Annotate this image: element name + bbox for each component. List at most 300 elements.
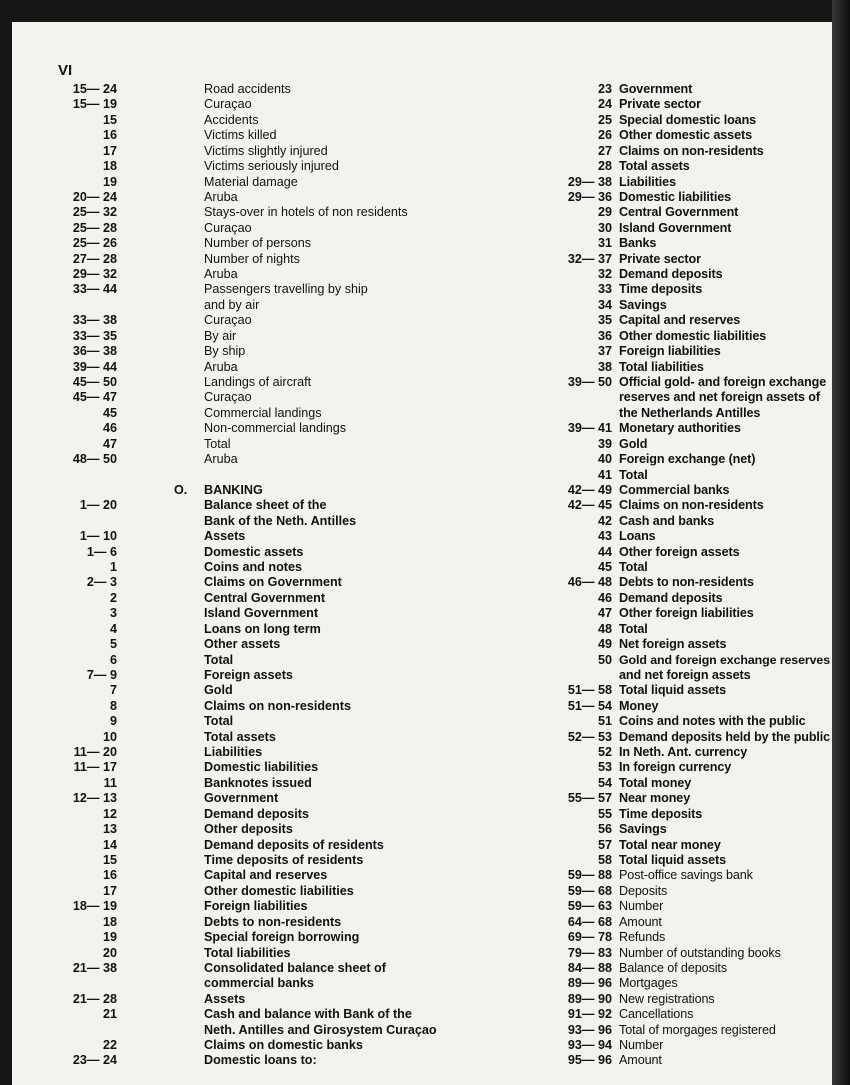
toc-label: Aruba bbox=[204, 452, 238, 467]
toc-label: Domestic loans to: bbox=[204, 1053, 317, 1068]
toc-label: Capital and reserves bbox=[204, 868, 328, 883]
toc-range: 1 bbox=[109, 560, 117, 575]
toc-label: Material damage bbox=[204, 174, 298, 189]
toc-label: Amount bbox=[619, 1053, 662, 1068]
toc-range: 14 bbox=[102, 837, 117, 852]
toc-label: Total liquid assets bbox=[619, 853, 727, 867]
toc-label: Cash and banks bbox=[619, 513, 715, 528]
toc-label: By ship bbox=[204, 344, 246, 359]
toc-row bbox=[12, 282, 832, 297]
toc-range: 95— 96 bbox=[567, 1053, 612, 1068]
toc-row bbox=[12, 653, 832, 668]
toc-row bbox=[12, 360, 832, 375]
toc-label: Curaçao bbox=[204, 390, 252, 405]
toc-label: Demand deposits bbox=[619, 590, 723, 605]
toc-row bbox=[12, 144, 832, 159]
toc-range: 17 bbox=[102, 883, 117, 898]
toc-label: Neth. Antilles and Girosystem Curaçao bbox=[204, 1022, 437, 1037]
toc-label: Total liabilities bbox=[619, 359, 704, 374]
toc-label: Claims on non-residents bbox=[204, 698, 351, 713]
toc-row bbox=[12, 236, 832, 251]
toc-label: Central Government bbox=[619, 205, 739, 220]
toc-label: Coins and notes with the public bbox=[619, 714, 806, 729]
toc-label: Refunds bbox=[619, 930, 666, 945]
toc-range: 6 bbox=[109, 652, 117, 667]
toc-label: Other domestic assets bbox=[619, 128, 752, 143]
toc-range: 25— 28 bbox=[72, 220, 117, 235]
toc-label: Central Government bbox=[204, 590, 326, 605]
toc-row bbox=[12, 930, 832, 945]
toc-row bbox=[12, 82, 832, 97]
toc-row bbox=[12, 452, 832, 467]
toc-range: 47 bbox=[102, 436, 117, 451]
toc-label: Non-commercial landings bbox=[204, 421, 347, 436]
toc-range: 35 bbox=[597, 313, 612, 328]
toc-label: Total bbox=[619, 560, 648, 575]
toc-label: Other domestic liabilities bbox=[204, 883, 354, 898]
toc-label: Domestic liabilities bbox=[619, 189, 732, 204]
toc-label: Domestic liabilities bbox=[204, 760, 319, 775]
toc-range: 9 bbox=[109, 714, 117, 729]
toc-range: 48— 50 bbox=[72, 452, 117, 467]
toc-label: Near money bbox=[619, 791, 691, 806]
toc-range: 55 bbox=[597, 806, 612, 821]
toc-label: Aruba bbox=[204, 267, 238, 282]
toc-row bbox=[12, 267, 832, 282]
toc-range: 22 bbox=[102, 1038, 117, 1053]
toc-label: Government bbox=[619, 82, 693, 96]
toc-label: the Netherlands Antilles bbox=[619, 405, 761, 420]
toc-range: 33— 44 bbox=[72, 282, 117, 297]
toc-label: Other foreign liabilities bbox=[619, 606, 754, 621]
toc-row bbox=[12, 915, 832, 930]
toc-row bbox=[12, 560, 832, 575]
toc-label: Foreign exchange (net) bbox=[619, 452, 756, 467]
toc-label: Total liabilities bbox=[204, 945, 291, 960]
toc-range: 39— 50 bbox=[567, 374, 612, 389]
toc-label: Total near money bbox=[619, 837, 721, 852]
toc-label: Special foreign borrowing bbox=[204, 930, 360, 945]
toc-row bbox=[12, 159, 832, 174]
toc-label: Claims on domestic banks bbox=[204, 1038, 363, 1053]
toc-range: 46 bbox=[102, 421, 117, 436]
toc-range: 16 bbox=[102, 128, 117, 143]
toc-range: 42— 49 bbox=[567, 482, 612, 497]
toc-range: 28 bbox=[597, 159, 612, 174]
toc-label: Coins and notes bbox=[204, 560, 302, 575]
page-number: VI bbox=[58, 62, 73, 79]
toc-label: Number of persons bbox=[204, 236, 312, 251]
toc-range: 19 bbox=[102, 174, 117, 189]
toc-range: 4 bbox=[109, 621, 117, 636]
toc-range: 21— 38 bbox=[72, 960, 117, 975]
toc-label: Time deposits bbox=[619, 282, 703, 297]
toc-row bbox=[12, 899, 832, 914]
toc-label: and net foreign assets bbox=[619, 667, 751, 682]
toc-row bbox=[12, 853, 832, 868]
toc-label: Total money bbox=[619, 775, 692, 790]
toc-label: Victims slightly injured bbox=[204, 143, 328, 158]
toc-range: 25— 26 bbox=[72, 236, 117, 251]
toc-row bbox=[12, 252, 832, 267]
toc-label: Claims on non-residents bbox=[619, 143, 764, 158]
toc-range: 57 bbox=[597, 837, 612, 852]
toc-label: Domestic assets bbox=[204, 544, 304, 559]
toc-row bbox=[12, 344, 832, 359]
toc-row bbox=[12, 205, 832, 220]
toc-range: 30 bbox=[597, 220, 612, 235]
toc-row bbox=[12, 1023, 832, 1038]
toc-label: Total bbox=[204, 436, 231, 451]
toc-range: 42— 45 bbox=[567, 498, 612, 513]
toc-range: 45 bbox=[597, 560, 612, 575]
toc-label: Island Government bbox=[619, 220, 732, 235]
toc-label: Gold bbox=[204, 683, 233, 698]
toc-range: 40 bbox=[597, 452, 612, 467]
toc-label: Demand deposits bbox=[204, 806, 309, 821]
toc-range: 19 bbox=[102, 930, 117, 945]
toc-range: 79— 83 bbox=[567, 945, 612, 960]
toc-range: 84— 88 bbox=[567, 960, 612, 975]
toc-range: 36 bbox=[597, 328, 612, 343]
toc-label: In foreign currency bbox=[619, 760, 732, 775]
toc-range: 39— 44 bbox=[72, 359, 117, 374]
toc-row bbox=[12, 868, 832, 883]
book-spine-shadow bbox=[832, 0, 850, 1085]
toc-range: 46 bbox=[597, 590, 612, 605]
toc-row bbox=[12, 421, 832, 436]
toc-label: Number of outstanding books bbox=[619, 945, 781, 960]
toc-label: Curaçao bbox=[204, 220, 252, 235]
toc-range: 39 bbox=[597, 436, 612, 451]
toc-row bbox=[12, 822, 832, 837]
toc-label: Mortgages bbox=[619, 976, 678, 991]
toc-row bbox=[12, 175, 832, 190]
toc-range: 93— 94 bbox=[567, 1038, 612, 1053]
toc-label: Commercial landings bbox=[204, 405, 322, 420]
toc-row bbox=[12, 992, 832, 1007]
toc-label: Loans on long term bbox=[204, 621, 321, 636]
toc-range: 29— 38 bbox=[567, 174, 612, 189]
toc-label: Time deposits of residents bbox=[204, 853, 364, 867]
toc-label: commercial banks bbox=[204, 976, 314, 991]
document-page bbox=[12, 22, 832, 1085]
toc-label: Total of morgages registered bbox=[619, 1022, 776, 1037]
toc-range: 12— 13 bbox=[72, 791, 117, 806]
toc-range: 45— 50 bbox=[72, 374, 117, 389]
toc-range: 45 bbox=[102, 405, 117, 420]
toc-label: Total bbox=[619, 621, 648, 636]
toc-range: 18 bbox=[102, 159, 117, 174]
toc-label: Curaçao bbox=[204, 313, 252, 328]
toc-label: Commercial banks bbox=[619, 482, 730, 497]
toc-label: and by air bbox=[204, 297, 260, 312]
toc-row bbox=[12, 1007, 832, 1022]
toc-range: 15 bbox=[102, 853, 117, 867]
toc-label: Assets bbox=[204, 529, 246, 544]
toc-range: 25— 32 bbox=[72, 205, 117, 220]
toc-label: Capital and reserves bbox=[619, 313, 741, 328]
toc-row bbox=[12, 683, 832, 698]
toc-range: 20— 24 bbox=[72, 189, 117, 204]
toc-range: 50 bbox=[597, 652, 612, 667]
toc-row bbox=[12, 760, 832, 775]
toc-label: Claims on Government bbox=[204, 575, 342, 590]
toc-row bbox=[12, 298, 832, 313]
toc-label: reserves and net foreign assets of bbox=[619, 390, 820, 405]
toc-range: 32 bbox=[597, 267, 612, 282]
toc-label: New registrations bbox=[619, 991, 715, 1006]
toc-range: 52 bbox=[597, 745, 612, 760]
toc-row bbox=[12, 699, 832, 714]
toc-range: 2— 3 bbox=[86, 575, 117, 590]
toc-label: Monetary authorities bbox=[619, 421, 741, 436]
toc-row bbox=[12, 97, 832, 112]
toc-row bbox=[12, 622, 832, 637]
toc-range: 11 bbox=[103, 775, 117, 790]
toc-label: Number of nights bbox=[204, 251, 300, 266]
toc-label: Aruba bbox=[204, 359, 238, 374]
toc-label: Loans bbox=[619, 529, 656, 544]
toc-label: Demand deposits held by the public bbox=[619, 729, 831, 744]
toc-label: Total assets bbox=[204, 729, 276, 744]
toc-range: 16 bbox=[102, 868, 117, 883]
toc-label: Debts to non-residents bbox=[619, 575, 754, 590]
toc-label: Victims killed bbox=[204, 128, 277, 143]
toc-range: 33— 35 bbox=[72, 328, 117, 343]
toc-label: Island Government bbox=[204, 606, 319, 621]
toc-row bbox=[12, 730, 832, 745]
toc-range: 48 bbox=[597, 621, 612, 636]
toc-row bbox=[12, 113, 832, 128]
toc-label: Liabilities bbox=[204, 745, 263, 760]
toc-label: Gold and foreign exchange reserves bbox=[619, 652, 831, 667]
toc-range: 47 bbox=[597, 606, 612, 621]
toc-row bbox=[12, 498, 832, 513]
toc-row bbox=[12, 714, 832, 729]
toc-range: 21— 28 bbox=[72, 991, 117, 1006]
toc-range: 12 bbox=[102, 806, 117, 821]
toc-range: 13 bbox=[102, 822, 117, 837]
toc-label: In Neth. Ant. currency bbox=[619, 745, 748, 760]
toc-row bbox=[12, 1053, 832, 1068]
toc-range: 27— 28 bbox=[72, 251, 117, 266]
toc-range: 7 bbox=[109, 683, 117, 698]
toc-row bbox=[12, 375, 832, 390]
toc-row bbox=[12, 468, 832, 483]
toc-row bbox=[12, 1038, 832, 1053]
toc-range: 59— 88 bbox=[567, 868, 612, 883]
toc-row bbox=[12, 329, 832, 344]
toc-range: 17 bbox=[102, 143, 117, 158]
toc-label: Time deposits bbox=[619, 806, 703, 821]
toc-range: 53 bbox=[597, 760, 612, 775]
toc-row bbox=[12, 591, 832, 606]
toc-range: 93— 96 bbox=[567, 1022, 612, 1037]
toc-range: 45— 47 bbox=[72, 390, 117, 405]
toc-row bbox=[12, 437, 832, 452]
toc-label: Claims on non-residents bbox=[619, 498, 764, 513]
toc-label: Official gold- and foreign exchange bbox=[619, 374, 827, 389]
toc-range: 32— 37 bbox=[567, 251, 612, 266]
toc-row bbox=[12, 637, 832, 652]
toc-range: 59— 63 bbox=[567, 899, 612, 914]
toc-range: 51— 54 bbox=[567, 698, 612, 713]
toc-range: 26 bbox=[597, 128, 612, 143]
toc-label: Cash and balance with Bank of the bbox=[204, 1007, 412, 1022]
toc-range: 56 bbox=[597, 822, 612, 837]
toc-range: 44 bbox=[597, 544, 612, 559]
toc-row bbox=[12, 545, 832, 560]
toc-range: 8 bbox=[109, 698, 117, 713]
toc-row bbox=[12, 190, 832, 205]
toc-label: Landings of aircraft bbox=[204, 374, 312, 389]
toc-range: 51 bbox=[597, 714, 612, 729]
toc-range: 33— 38 bbox=[72, 313, 117, 328]
toc-label: Balance of deposits bbox=[619, 960, 728, 975]
toc-label: Money bbox=[619, 698, 659, 713]
toc-label: Demand deposits of residents bbox=[204, 837, 384, 852]
toc-label: Special domestic loans bbox=[619, 112, 757, 127]
toc-label: Private sector bbox=[619, 251, 701, 266]
toc-range: 36— 38 bbox=[72, 344, 117, 359]
toc-row bbox=[12, 946, 832, 961]
toc-range: 2 bbox=[109, 590, 117, 605]
toc-label: Other assets bbox=[204, 637, 281, 652]
toc-row bbox=[12, 961, 832, 976]
toc-label: Government bbox=[204, 791, 279, 806]
toc-range: 89— 96 bbox=[567, 976, 612, 991]
toc-range: 91— 92 bbox=[567, 1007, 612, 1022]
toc-label: Bank of the Neth. Antilles bbox=[204, 513, 357, 528]
toc-label: Number bbox=[619, 899, 664, 914]
toc-label: Total assets bbox=[619, 159, 690, 174]
toc-label: Accidents bbox=[204, 112, 259, 127]
toc-range: 5 bbox=[109, 637, 117, 652]
toc-label: Victims seriously injured bbox=[204, 159, 339, 174]
toc-range: 31 bbox=[597, 236, 612, 251]
toc-label: Foreign liabilities bbox=[204, 899, 308, 914]
toc-label: Savings bbox=[619, 297, 667, 312]
toc-row bbox=[12, 221, 832, 236]
toc-range: 11— 17 bbox=[73, 760, 117, 775]
toc-row bbox=[12, 776, 832, 791]
toc-range: 21 bbox=[102, 1007, 117, 1022]
toc-range: 51— 58 bbox=[567, 683, 612, 698]
toc-range: 20 bbox=[102, 945, 117, 960]
toc-row bbox=[12, 406, 832, 421]
toc-range: 11— 20 bbox=[73, 745, 117, 760]
toc-range: 64— 68 bbox=[567, 914, 612, 929]
toc-label: Aruba bbox=[204, 189, 238, 204]
toc-label: Curaçao bbox=[204, 97, 252, 112]
toc-label: Demand deposits bbox=[619, 267, 723, 282]
toc-range: 29 bbox=[597, 205, 612, 220]
toc-range: 24 bbox=[597, 97, 612, 112]
toc-range: 38 bbox=[597, 359, 612, 374]
toc-range: 58 bbox=[597, 853, 612, 867]
toc-row bbox=[12, 514, 832, 529]
toc-label: Post-office savings bank bbox=[619, 868, 753, 883]
toc-range: 69— 78 bbox=[567, 930, 612, 945]
toc-label: Net foreign assets bbox=[619, 637, 727, 652]
toc-row bbox=[12, 313, 832, 328]
toc-label: By air bbox=[204, 328, 237, 343]
toc-label: Total bbox=[619, 467, 648, 482]
toc-label: Banks bbox=[619, 236, 657, 251]
toc-row bbox=[12, 483, 832, 498]
toc-range: 29— 36 bbox=[567, 189, 612, 204]
toc-range: 25 bbox=[597, 112, 612, 127]
toc-row bbox=[12, 529, 832, 544]
toc-label: Debts to non-residents bbox=[204, 914, 342, 929]
toc-label: Other foreign assets bbox=[619, 544, 740, 559]
toc-range: 52— 53 bbox=[567, 729, 612, 744]
toc-range: 15— 19 bbox=[72, 97, 117, 112]
toc-range: 3 bbox=[109, 606, 117, 621]
toc-range: 15— 24 bbox=[72, 82, 117, 96]
toc-range: 89— 90 bbox=[567, 991, 612, 1006]
toc-label: Other deposits bbox=[204, 822, 293, 837]
toc-range: 1— 10 bbox=[79, 529, 117, 544]
toc-range: 55— 57 bbox=[567, 791, 612, 806]
toc-label: Private sector bbox=[619, 97, 701, 112]
toc-row bbox=[12, 390, 832, 405]
toc-range: 18 bbox=[102, 914, 117, 929]
toc-row bbox=[12, 791, 832, 806]
toc-range: 23— 24 bbox=[72, 1053, 117, 1068]
toc-label: Banknotes issued bbox=[204, 775, 312, 790]
toc-row bbox=[12, 575, 832, 590]
toc-label: Number bbox=[619, 1038, 664, 1053]
toc-range: 10 bbox=[102, 729, 117, 744]
toc-row bbox=[12, 976, 832, 991]
toc-label: Amount bbox=[619, 914, 662, 929]
toc-row bbox=[12, 606, 832, 621]
toc-range: 39— 41 bbox=[567, 421, 612, 436]
section-letter: O. bbox=[174, 482, 188, 497]
toc-range: 7— 9 bbox=[86, 667, 117, 682]
toc-row bbox=[12, 807, 832, 822]
toc-label: Stays-over in hotels of non residents bbox=[204, 205, 408, 220]
toc-label: Total liquid assets bbox=[619, 683, 727, 698]
toc-label: Foreign liabilities bbox=[619, 344, 721, 359]
toc-range: 27 bbox=[597, 143, 612, 158]
section-heading: BANKING bbox=[204, 482, 263, 497]
toc-range: 42 bbox=[597, 513, 612, 528]
toc-range: 49 bbox=[597, 637, 612, 652]
toc-range: 41 bbox=[597, 467, 612, 482]
toc-range: 18— 19 bbox=[72, 899, 117, 914]
toc-range: 34 bbox=[597, 297, 612, 312]
toc-label: Balance sheet of the bbox=[204, 498, 327, 513]
toc-label: Cancellations bbox=[619, 1007, 694, 1022]
toc-range: 46— 48 bbox=[567, 575, 612, 590]
toc-row bbox=[12, 668, 832, 683]
toc-row bbox=[12, 884, 832, 899]
toc-label: Savings bbox=[619, 822, 667, 837]
toc-range: 54 bbox=[597, 775, 612, 790]
toc-row bbox=[12, 745, 832, 760]
toc-range: 1— 6 bbox=[86, 544, 117, 559]
toc-label: Total bbox=[204, 652, 234, 667]
toc-label: Deposits bbox=[619, 883, 668, 898]
toc-range: 43 bbox=[597, 529, 612, 544]
toc-row bbox=[12, 838, 832, 853]
toc-range: 33 bbox=[597, 282, 612, 297]
toc-label: Road accidents bbox=[204, 82, 291, 96]
toc-range: 29— 32 bbox=[72, 267, 117, 282]
